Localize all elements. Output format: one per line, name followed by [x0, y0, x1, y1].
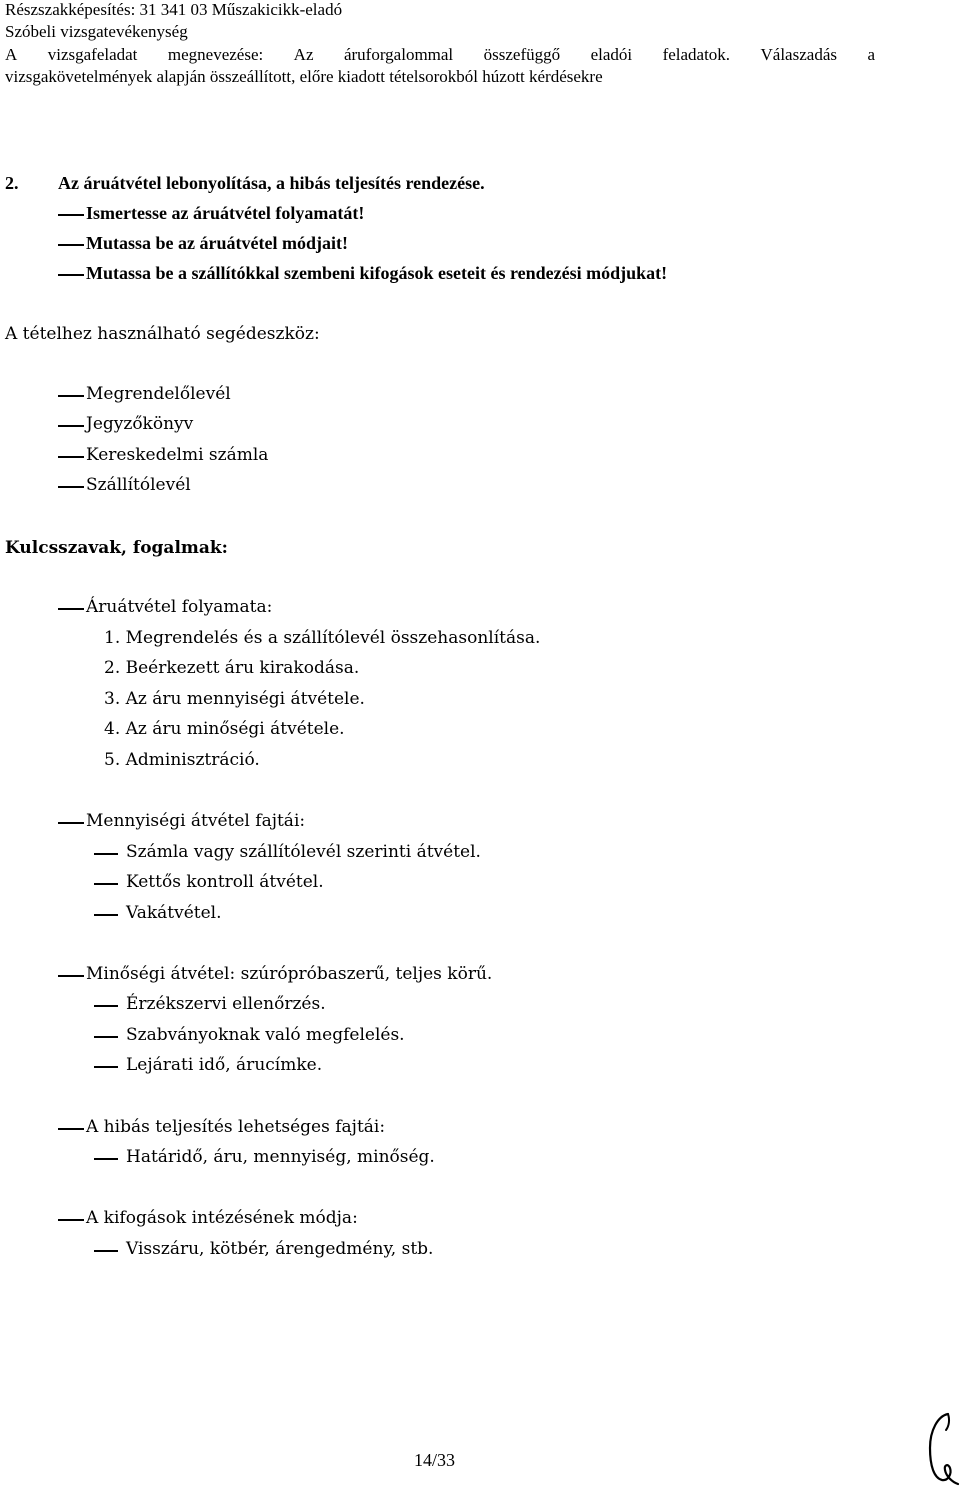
sub-bullet-dash [94, 1158, 118, 1160]
bullet-dash [58, 425, 84, 427]
header-word: Válaszadás [760, 45, 837, 64]
process-step: 5. Adminisztráció. [104, 750, 260, 770]
header-word: eladói [590, 45, 633, 64]
bullet-dash [58, 608, 84, 610]
quantity-item: Kettős kontroll átvétel. [126, 872, 324, 892]
bullet-dash [58, 1128, 84, 1130]
header-word: A [5, 45, 18, 64]
header-word: áruforgalommal [343, 45, 454, 64]
tool-item: Kereskedelmi számla [86, 445, 269, 465]
bullet-dash [58, 274, 84, 276]
header-qualification: Részszakképesítés: 31 341 03 Műszakicikk-eladó [5, 0, 343, 19]
header-word: Az [293, 45, 314, 64]
handwritten-mark-icon [912, 1408, 960, 1490]
complaints-item: Visszáru, kötbér, árengedmény, stb. [126, 1239, 434, 1259]
sub-bullet-dash [94, 853, 118, 855]
tool-item: Jegyzőkönyv [86, 414, 194, 434]
header-word: megnevezése: [167, 45, 264, 64]
bullet-dash [58, 1219, 84, 1221]
header-task-name-line [5, 45, 875, 65]
bullet-dash [58, 456, 84, 458]
page-number: 14/33 [414, 1450, 456, 1470]
bullet-dash [58, 395, 84, 397]
header-word: feladatok. [662, 45, 731, 64]
header-word: összefüggő [483, 45, 561, 64]
process-step: 1. Megrendelés és a szállítólevél összehasonlítása. [104, 628, 541, 648]
sub-bullet-dash [94, 1036, 118, 1038]
process-step: 4. Az áru minőségi átvétele. [104, 719, 345, 739]
keywords-heading: Kulcsszavak, fogalmak: [5, 538, 228, 558]
header-word: a [867, 45, 875, 64]
quantity-item: Számla vagy szállítólevél szerinti átvétel. [126, 842, 481, 862]
bullet-dash [58, 486, 84, 488]
header-word: vizsgafeladat [47, 45, 138, 64]
defective-item: Határidő, áru, mennyiség, minőség. [126, 1147, 435, 1167]
sub-bullet-dash [94, 914, 118, 916]
question-number: 2. [5, 173, 19, 193]
process-step: 3. Az áru mennyiségi átvétele. [104, 689, 365, 709]
quality-item: Érzékszervi ellenőrzés. [126, 994, 326, 1014]
task-item: Mutassa be az áruátvétel módjait! [86, 233, 348, 253]
process-step: 2. Beérkezett áru kirakodása. [104, 658, 360, 678]
process-label: Áruátvétel folyamata: [86, 597, 273, 617]
task-item: Ismertesse az áruátvétel folyamatát! [86, 203, 365, 223]
quantity-item: Vakátvétel. [126, 903, 222, 923]
task-item: Mutassa be a szállítókkal szembeni kifogások eseteit és rendezési módjukat! [86, 263, 668, 283]
quantity-label: Mennyiségi átvétel fajtái: [86, 811, 306, 831]
question-title: Az áruátvétel lebonyolítása, a hibás teljesítés rendezése. [58, 173, 485, 193]
tool-item: Szállítólevél [86, 475, 191, 495]
sub-bullet-dash [94, 1250, 118, 1252]
sub-bullet-dash [94, 1066, 118, 1068]
quality-item: Lejárati idő, árucímke. [126, 1055, 323, 1075]
defective-label: A hibás teljesítés lehetséges fajtái: [86, 1117, 386, 1137]
tools-heading: A tételhez használható segédeszköz: [5, 324, 320, 344]
bullet-dash [58, 975, 84, 977]
tool-item: Megrendelőlevél [86, 384, 231, 404]
bullet-dash [58, 214, 84, 216]
quality-label: Minőségi átvétel: szúrópróbaszerű, teljes körű. [86, 964, 493, 984]
quality-item: Szabványoknak való megfelelés. [126, 1025, 405, 1045]
sub-bullet-dash [94, 1005, 118, 1007]
bullet-dash [58, 822, 84, 824]
sub-bullet-dash [94, 883, 118, 885]
header-exam-activity: Szóbeli vizsgatevékenység [5, 22, 188, 41]
bullet-dash [58, 244, 84, 246]
complaints-label: A kifogások intézésének módja: [86, 1208, 358, 1228]
header-task-name-continued: vizsgakövetelmények alapján összeállított, előre kiadott tételsorokból húzott kérdésekre [5, 67, 603, 86]
